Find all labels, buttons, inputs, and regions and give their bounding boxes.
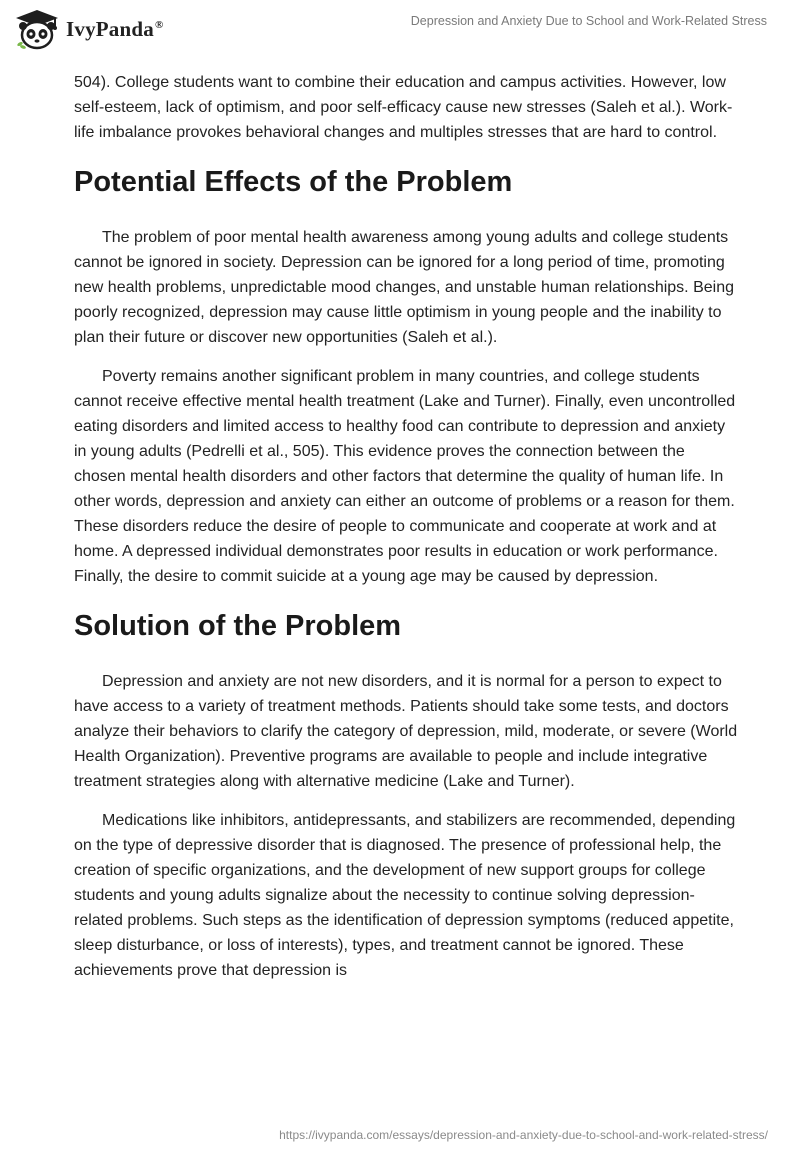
registered-mark: ® (154, 18, 164, 31)
ivypanda-logo[interactable] (14, 8, 163, 50)
paragraph: Poverty remains another significant problem in many countries, and college students cannot receive effective mental health treatment (Lake and Turner). Finally, even uncontrolled eating disorders and limited access to healthy food can contribute to depression and anxiety in young adults (Pedrelli et al., 505). This evidence proves the connection between the chosen mental health disorders and other factors that determine the quality of human life. In other words, depression and anxiety can either an outcome of problems or a reason for them. These disorders reduce the desire of people to communicate and cooperate at work and at home. A depressed individual demonstrates poor results in education or work performance. Finally, the desire to commit suicide at a young age may be caused by depression. (74, 368, 736, 585)
logo-wordmark: IvyPanda® (66, 16, 164, 41)
section-heading-solution: Solution of the Problem (74, 610, 402, 642)
paragraph: Depression and anxiety are not new disorders, and it is normal for a person to expect to have access to a variety of treatment methods. Patients should take some tests, and doctors analyze their behaviors to clarify the category of depression, mild, moderate, or severe (World Health Organization). Preventive programs are available to people and include integrative treatment strategies along with alternative medicine (Lake and Turner). (74, 673, 738, 790)
source-url[interactable]: https://ivypanda.com/essays/depression-and-anxiety-due-to-school-and-work-related-stress/ (279, 1128, 768, 1142)
page-header (0, 0, 800, 62)
intro-paragraph: 504). College students want to combine their education and campus activities. However, low self-esteem, lack of optimism, and poor self-efficacy cause new stresses (Saleh et al.). Work-life imbalance provokes behavioral changes and multiples stresses that are hard to control. (74, 74, 733, 141)
panda-graduate-icon (14, 8, 60, 50)
section-heading-effects: Potential Effects of the Problem (74, 166, 513, 198)
paragraph: Medications like inhibitors, antidepressants, and stabilizers are recommended, depending on the type of depressive disorder that is diagnosed. The presence of professional help, the creation of specific organizations, and the development of new support groups for college students and young adults signalize about the necessity to continue solving depression-related problems. Such steps as the identification of depression symptoms (reduced appetite, sleep disturbance, or loss of interests), types, and treatment cannot be ignored. These achievements prove that depression is (74, 812, 736, 979)
paragraph: The problem of poor mental health awareness among young adults and college students cannot be ignored in society. Depression can be ignored for a long period of time, promoting new health problems, unpredictable mood changes, and unstable human relationships. Being poorly recognized, depression may cause little optimism in young people and the inability to plan their future or discover new opportunities (Saleh et al.). (74, 229, 734, 346)
essay-body (74, 70, 738, 997)
document-title: Depression and Anxiety Due to School and Work-Related Stress (410, 14, 767, 28)
